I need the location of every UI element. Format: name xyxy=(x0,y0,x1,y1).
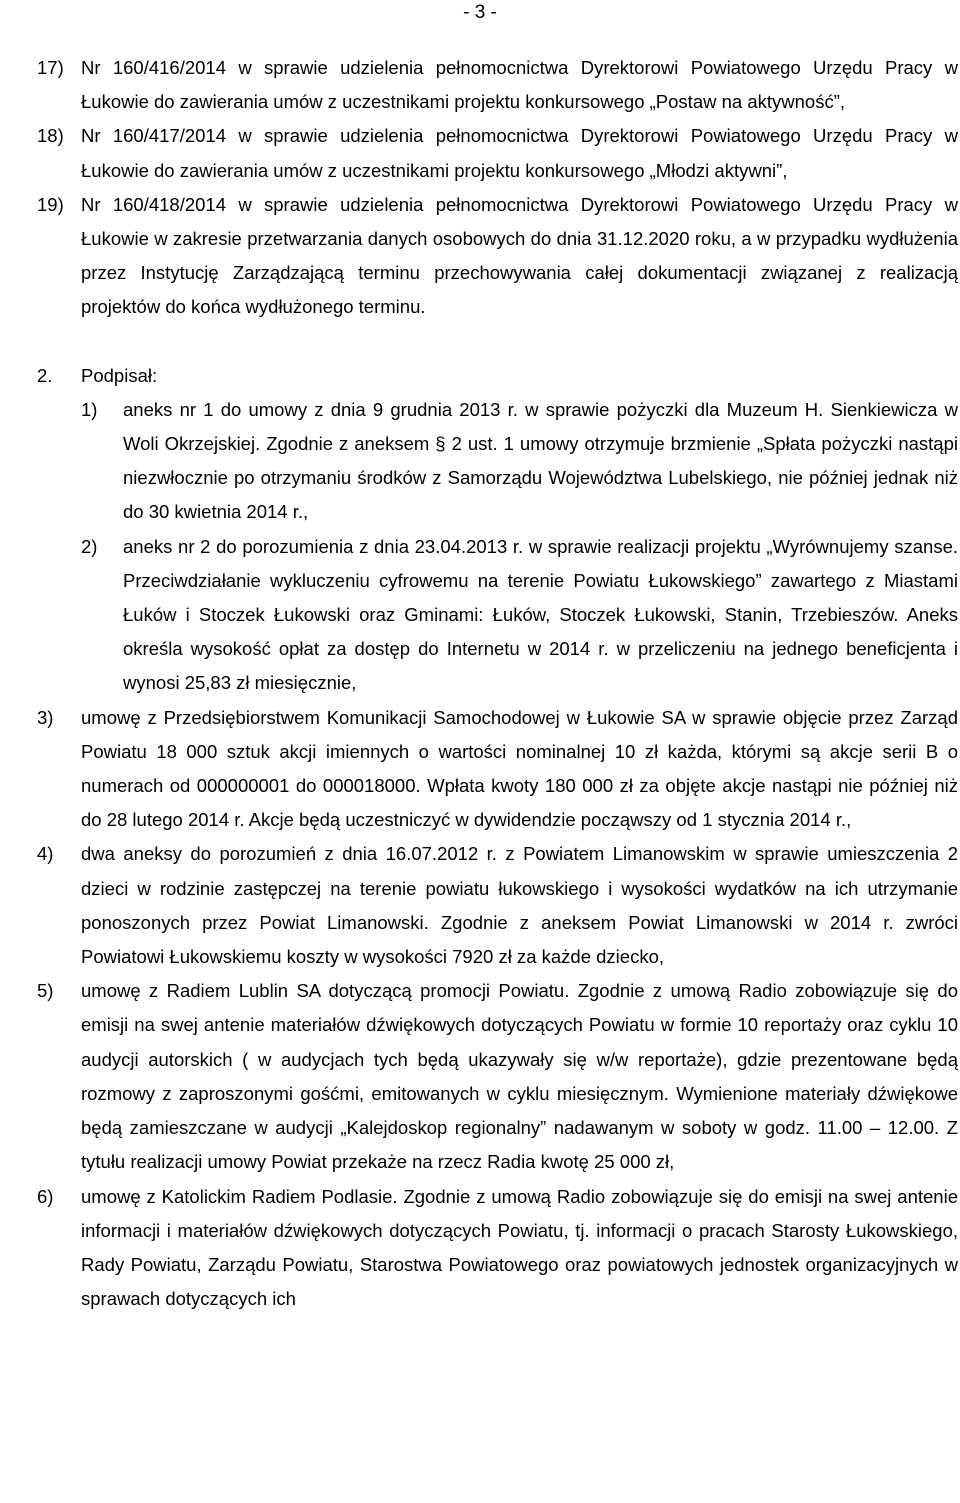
item-number: 18) xyxy=(37,125,64,147)
section-number: 2. xyxy=(37,364,53,386)
list-item xyxy=(37,119,958,187)
item-number: 17) xyxy=(37,57,64,78)
item-number: 5) xyxy=(37,980,54,1002)
page-number: - 3 - xyxy=(463,2,497,23)
item-number: 3) xyxy=(37,706,54,728)
section-title: Podpisał: xyxy=(81,364,158,386)
list-item xyxy=(81,530,958,701)
item-text: umowę z Katolickim Radiem Podlasie. Zgodnie z umową Radio zobowiązuje się do emisji na swej antenie informacji i materiałów dźwiękowych dotyczących Powiatu, tj. informacji o pracach Starosty Łukowskiego, Rady Powiatu, Zarządu Powiatu, Starostwa Powiatowego oraz powiatowych jednostek organizacyjnych w sprawach dotyczących ich xyxy=(81,1185,958,1310)
item-text: umowę z Radiem Lublin SA dotyczącą promocji Powiatu. Zgodnie z umową Radio zobowiązuje się do emisji na swej antenie materiałów dźwiękowych dotyczących Powiatu w formie 10 reportaży oraz cyklu 10 audycji autorskich ( w audycjach tych będą ukazywały się w/w reportaże), gdzie prezentowane będą rozmowy z zaproszonymi gośćmi, emitowanych w cyklu miesięcznym. Wymienione materiały dźwiękowe będą zamieszczane w audycji „Kalejdoskop regionalny” nadawanym w soboty w godz. 11.00 – 12.00. Z tytułu realizacji umowy Powiat przekaże na rzecz Radia kwotę 25 000 zł, xyxy=(81,980,958,1173)
item-number: 4) xyxy=(37,843,54,865)
item-text: aneks nr 2 do porozumienia z dnia 23.04.2013 r. w sprawie realizacji projektu „Wyrównujemy szanse. Przeciwdziałanie wykluczeniu cyfrowemu na terenie Powiatu Łukowskiego” zawartego z Miastami Łuków i Stoczek Łukowski oraz Gminami: Łuków, Stoczek Łukowski, Stanin, Trzebieszów. Aneks określa wysokość opłat za dostęp do Internetu w 2014 r. w przeliczeniu na jednego beneficjenta i wynosi 25,83 zł miesięcznie, xyxy=(123,535,958,694)
item-text: aneks nr 1 do umowy z dnia 9 grudnia 2013 r. w sprawie pożyczki dla Muzeum H. Sienkiewicza w Woli Okrzejskiej. Zgodnie z aneksem § 2 ust. 1 umowy otrzymuje brzmienie „Spłata pożyczki nastąpi niezwłocznie po otrzymaniu środków z Samorządu Województwa Lubelskiego, nie później jednak niż do 30 kwietnia 2014 r., xyxy=(123,398,958,523)
list-item xyxy=(37,51,958,119)
list-item xyxy=(37,974,958,1179)
list-item xyxy=(37,188,958,325)
item-number: 19) xyxy=(37,193,64,215)
signed-agreements-list xyxy=(81,393,958,701)
item-text: Nr 160/418/2014 w sprawie udzielenia pełnomocnictwa Dyrektorowi Powiatowego Urzędu Pracy w Łukowie w zakresie przetwarzania danych osobowych do dnia 31.12.2020 roku, a w przypadku wydłużenia przez Instytucję Zarządzającą terminu przechowywania całej dokumentacji związanej z realizacją projektów do końca wydłużonego terminu. xyxy=(81,193,958,318)
item-text: Nr 160/416/2014 w sprawie udzielenia pełnomocnictwa Dyrektorowi Powiatowego Urzędu Pracy w Łukowie do zawierania umów z uczestnikami projektu konkursowego „Postaw na aktywność”, xyxy=(81,57,958,113)
list-item xyxy=(81,393,958,530)
section-heading xyxy=(37,359,958,393)
item-text: Nr 160/417/2014 w sprawie udzielenia pełnomocnictwa Dyrektorowi Powiatowego Urzędu Pracy w Łukowie do zawierania umów z uczestnikami projektu konkursowego „Młodzi aktywni”, xyxy=(81,125,958,181)
item-text: dwa aneksy do porozumień z dnia 16.07.2012 r. z Powiatem Limanowskim w sprawie umieszczenia 2 dzieci w rodzinie zastępczej na terenie powiatu łukowskiego i wysokości wydatków na ich utrzymanie ponoszonych przez Powiat Limanowski. Zgodnie z aneksem Powiat Limanowski w 2014 r. zwróci Powiatowi Łukowskiemu koszty w wysokości 7920 zł za każde dziecko, xyxy=(81,843,958,968)
resolution-list xyxy=(37,51,958,325)
list-item xyxy=(37,701,958,838)
list-item xyxy=(37,1180,958,1317)
item-number: 1) xyxy=(81,398,98,420)
item-number: 2) xyxy=(81,535,98,557)
document-body xyxy=(37,51,958,1316)
list-item xyxy=(37,837,958,974)
item-number: 6) xyxy=(37,1185,54,1207)
item-text: umowę z Przedsiębiorstwem Komunikacji Samochodowej w Łukowie SA w sprawie objęcie przez Zarząd Powiatu 18 000 sztuk akcji imiennych o wartości nominalnej 10 zł każda, którymi są akcje serii B o numerach od 000000001 do 000018000. Wpłata kwoty 180 000 zł za objęte akcje nastąpi nie później niż do 28 lutego 2014 r. Akcje będą uczestniczyć w dywidendzie począwszy od 1 stycznia 2014 r., xyxy=(81,706,958,831)
